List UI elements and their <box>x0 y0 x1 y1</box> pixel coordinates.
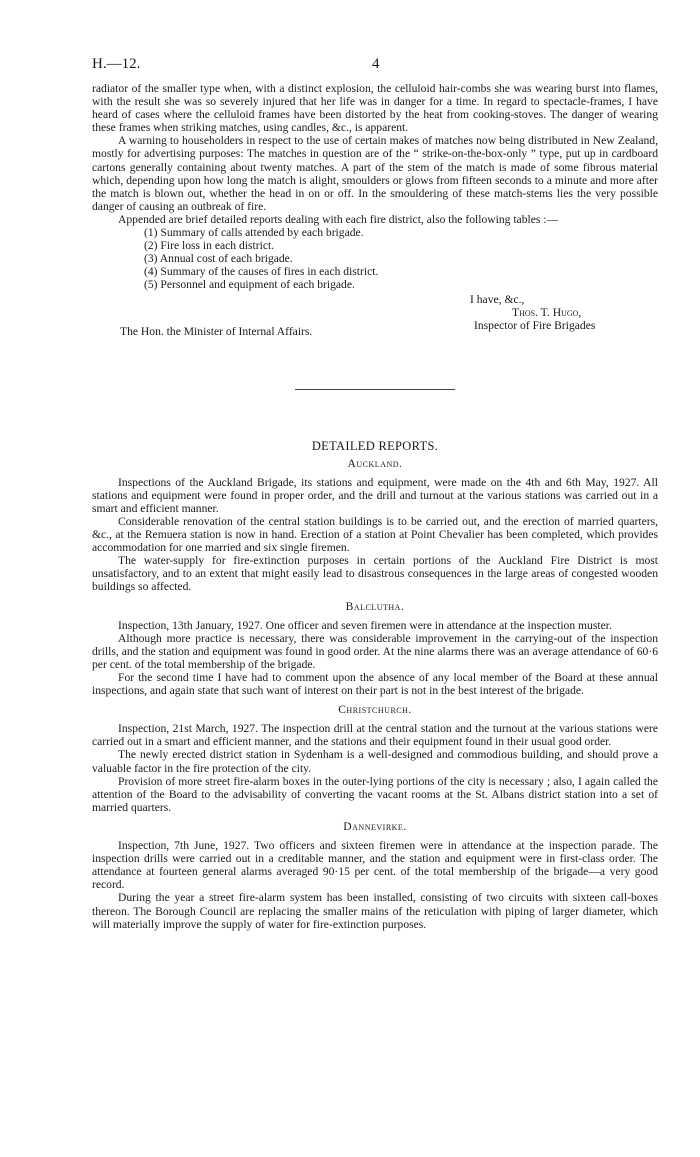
district-heading-christchurch: Christchurch. <box>338 703 412 717</box>
intro-paragraph: radiator of the smaller type when, with a distinct explosion, the celluloid hair-combs she was wearing burst into flames, with the result she was so severely injured that her life was in danger for a time. In regard to spectacle-frames, I have heard of cases where the celluloid frames have been distorted by the heat from cooking-stoves. The danger of wearing these frames when striking matches, using candles, &c., is apparent. <box>92 82 658 135</box>
signature-block <box>92 293 658 345</box>
report-paragraph: During the year a street fire-alarm system has been installed, consisting of two circuits with sixteen call-boxes thereon. The Borough Council are replacing the smaller mains of the reticulation with piping of larger diameter, which will materially improve the supply of water for fire-extinction purposes. <box>92 891 658 931</box>
report-paragraph: Inspections of the Auckland Brigade, its stations and equipment, were made on the 4th and 6th May, 1927. All stations and equipment were found in proper order, and the drill and turnout at the various stations was carried out in a smart and efficient manner. <box>92 475 658 515</box>
report-paragraph: The water-supply for fire-extinction purposes in certain portions of the Auckland Fire District is most unsatisfactory, and to an extent that might easily lead to disastrous consequences in the large areas of congested wooden buildings so affected. <box>92 554 658 594</box>
district-heading-auckland: Auckland. <box>347 456 403 470</box>
page-content <box>92 82 658 931</box>
signature-name: Thos. T. Hugo, <box>512 305 582 319</box>
detailed-reports-heading: DETAILED REPORTS. <box>311 438 439 453</box>
signature-title: Inspector of Fire Brigades <box>474 318 596 332</box>
report-paragraph: Considerable renovation of the central station buildings is to be carried out, and the erection of married quarters, &c., at the Remuera station is now in hand. Erection of a station at Point Chevalier has been completed, which provides accommodation for one married and six single firemen. <box>92 514 658 555</box>
report-paragraph: Although more practice is necessary, there was considerable improvement in the carrying-out of the inspection drills, and the station and equipment was found in good order. At the nine alarms there was an average attendance of 60·6 per cent. of the total membership of the brigade. <box>92 631 658 671</box>
tables-list <box>92 226 658 291</box>
section-divider <box>295 389 455 390</box>
tables-list-item: (4) Summary of the causes of fires in each district. <box>144 265 379 279</box>
report-paragraph: For the second time I have had to comment upon the absence of any local member of the Board at these annual inspections, and again state that such want of interest on their part is not in the best interest of the brigade. <box>92 671 658 698</box>
document-id: H.—12. <box>92 56 141 72</box>
tables-list-item: (3) Annual cost of each brigade. <box>144 252 293 266</box>
page-header <box>92 56 658 76</box>
addressee: The Hon. the Minister of Internal Affairs. <box>120 324 313 338</box>
report-paragraph: The newly erected district station in Sydenham is a well-designed and commodious building, and should prove a valuable factor in the fire protection of the city. <box>92 748 658 775</box>
tables-list-item: (2) Fire loss in each district. <box>144 239 275 253</box>
report-paragraph: Inspection, 21st March, 1927. The inspection drill at the central station and the turnout at the various stations were carried out in a smart and efficient manner, and the stations and their equipment found in their usual good order. <box>92 722 658 749</box>
report-paragraph: Inspection, 7th June, 1927. Two officers and sixteen firemen were in attendance at the inspection parade. The inspection drills were carried out in a creditable manner, and the station and equipment were in first-class order. The attendance at fourteen general alarms averaged 90·15 per cent. of the total membership of the brigade—a very good record. <box>92 839 658 892</box>
tables-list-item: (5) Personnel and equipment of each brigade. <box>144 278 355 292</box>
report-paragraph: Inspection, 13th January, 1927. One officer and seven firemen were in attendance at the inspection muster. <box>118 618 612 632</box>
intro-paragraph: Appended are brief detailed reports dealing with each fire district, also the following tables :— <box>118 212 559 226</box>
district-heading-dannevirke: Dannevirke. <box>343 819 407 833</box>
report-paragraph: Provision of more street fire-alarm boxes in the outer-lying portions of the city is necessary ; also, I again called the attention of the Board to the advisability of converting the vacant rooms at the St. Albans district station into a set of married quarters. <box>92 774 658 814</box>
intro-paragraph: A warning to householders in respect to the use of certain makes of matches now being distributed in New Zealand, mostly for advertising purposes: The matches in question are of the “ strike-on-the-box-only ” type, put up in cardboard cartons generally containing about twenty matches. A part of the stem of the match is made of some fibrous material which, depending upon how long the match is alight, smoulders or glows from fifteen seconds to a minute and more after the match is blown out, whether the head in on or off. In the smouldering of these match-stems lies the very possible danger of causing an outbreak of fire. <box>92 134 658 213</box>
district-heading-balclutha: Balclutha. <box>345 599 405 613</box>
signature-closing: I have, &c., <box>470 292 525 306</box>
tables-list-item: (1) Summary of calls attended by each brigade. <box>144 226 364 240</box>
page-number: 4 <box>372 56 380 72</box>
